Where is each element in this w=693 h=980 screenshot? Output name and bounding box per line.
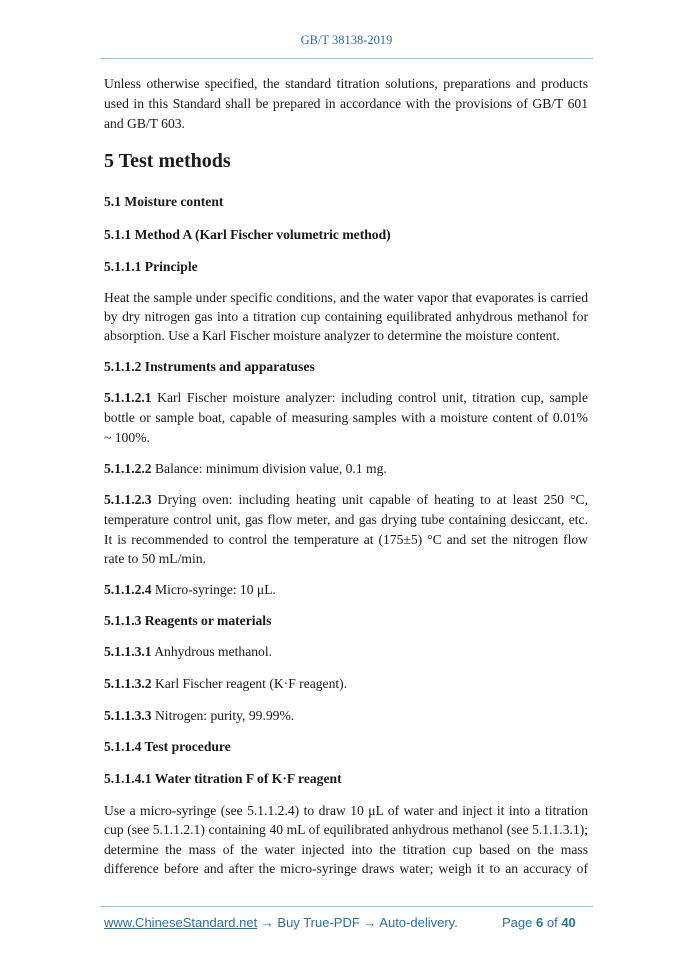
subsection-heading: 5.1.1 Method A (Karl Fischer volumetric method): [104, 227, 391, 242]
procedure-line: difference before and after the micro-syringe draws water; weigh it to an accuracy of: [104, 861, 588, 876]
page-indicator: [502, 915, 576, 930]
clause-line: [104, 459, 588, 479]
section-heading: 5 Test methods: [104, 150, 231, 172]
clause-line: [104, 674, 588, 694]
clause-line: [104, 490, 588, 510]
subsection-heading: 5.1.1.1 Principle: [104, 259, 198, 274]
clause-line: [104, 706, 588, 726]
clause-number: 5.1.1.2.3: [104, 492, 152, 507]
clause-text: Drying oven: including heating unit capable of heating to at least 250 °C,: [151, 492, 588, 507]
clause-number: 5.1.1.3.1: [104, 644, 152, 659]
clause-text: Anhydrous methanol.: [151, 644, 273, 659]
procedure-line: Use a micro-syringe (see 5.1.1.2.4) to draw 10 μL of water and inject it into a titration: [104, 803, 588, 818]
intro-line: Unless otherwise specified, the standard titration solutions, preparations and products: [104, 76, 588, 91]
of-label: of: [546, 915, 558, 930]
clause-number: 5.1.1.2.1: [104, 390, 152, 405]
clause-line: ~ 100%.: [104, 430, 150, 445]
procedure-line: determine the mass of the water injected into the titration cup based on the mass: [104, 842, 588, 857]
clause-number: 5.1.1.3.2: [104, 676, 152, 691]
clause-number: 5.1.1.2.2: [104, 461, 152, 476]
intro-line: used in this Standard shall be prepared in accordance with the provisions of GB/T 601: [104, 96, 588, 111]
clause-line: [104, 388, 588, 408]
clause-number: 5.1.1.2.4: [104, 582, 152, 597]
clause-number: 5.1.1.3.3: [104, 708, 152, 723]
clause-line: rate to 50 mL/min.: [104, 551, 206, 566]
subsection-heading: 5.1.1.3 Reagents or materials: [104, 613, 272, 628]
clause-line: [104, 642, 588, 662]
principle-line: by dry nitrogen gas into a titration cup containing equilibrated anhydrous methanol for: [104, 309, 588, 324]
header-title: GB/T 38138-2019: [300, 33, 393, 47]
subsection-heading: 5.1.1.4 Test procedure: [104, 739, 231, 754]
page-label: Page: [502, 915, 533, 930]
clause-text: Karl Fischer reagent (K·F reagent).: [151, 676, 348, 691]
principle-line: absorption. Use a Karl Fischer moisture analyzer to determine the moisture content.: [104, 328, 560, 343]
clause-text: Karl Fischer moisture analyzer: including control unit, titration cup, sample: [151, 390, 588, 405]
clause-text: Nitrogen: purity, 99.99%.: [151, 708, 295, 723]
current-page: 6: [536, 915, 544, 930]
subsection-heading: 5.1 Moisture content: [104, 194, 224, 209]
website-link[interactable]: www.ChineseStandard.net: [104, 915, 258, 930]
clause-text: Balance: minimum division value, 0.1 mg.: [151, 461, 387, 476]
clause-line: [104, 580, 588, 600]
clause-line: temperature control unit, gas flow meter, and gas drying tube containing desiccant, etc.: [104, 512, 588, 527]
clause-line: bottle or sample boat, capable of measuring samples with a moisture content of 0.01%: [104, 410, 588, 425]
header-rule: [100, 58, 593, 59]
principle-line: Heat the sample under specific conditions, and the water vapor that evaporates is carried: [104, 290, 588, 305]
total-pages: 40: [561, 915, 576, 930]
footer-promo: [104, 915, 458, 930]
footer-rule: [100, 906, 593, 907]
clause-text: Micro-syringe: 10 μL.: [151, 582, 276, 597]
intro-line: and GB/T 603.: [104, 116, 185, 131]
footer-promo-text: → Buy True-PDF → Auto-delivery.: [257, 915, 458, 930]
subsection-heading: 5.1.1.4.1 Water titration F of K·F reagent: [104, 771, 342, 786]
subsection-heading: 5.1.1.2 Instruments and apparatuses: [104, 359, 315, 374]
procedure-line: cup (see 5.1.1.2.1) containing 40 mL of equilibrated anhydrous methanol (see 5.1.1.3.1);: [104, 822, 588, 837]
clause-line: It is recommended to control the temperature at (175±5) °C and set the nitrogen flow: [104, 532, 588, 547]
